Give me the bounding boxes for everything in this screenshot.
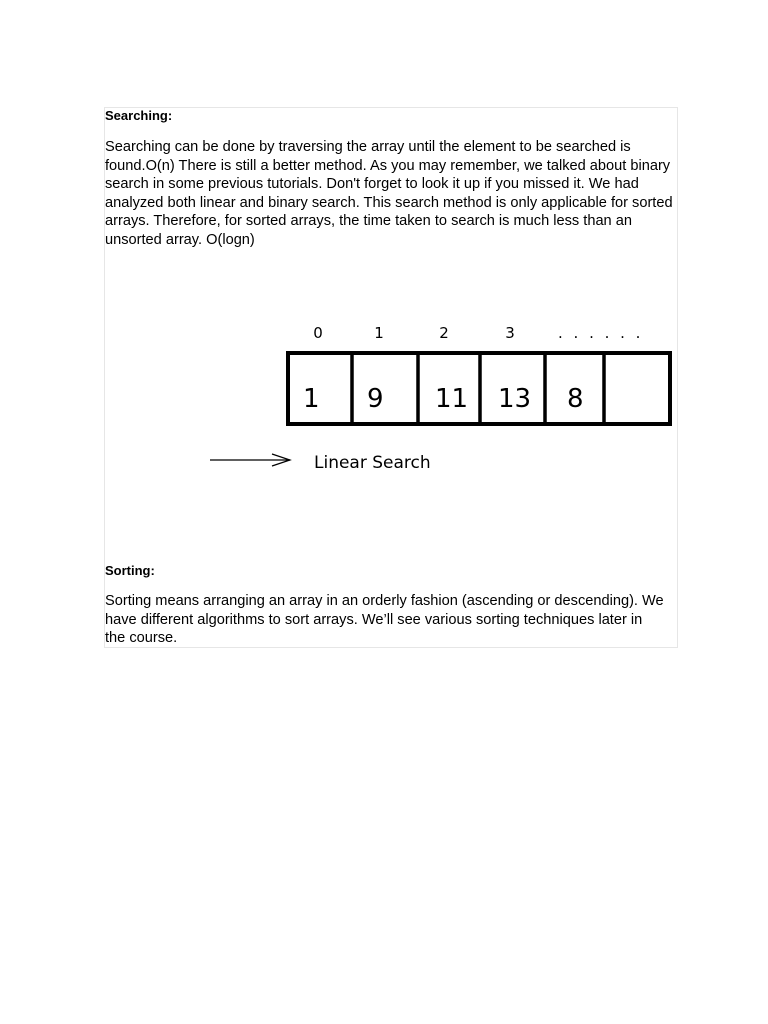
- arrow-label: Linear Search: [314, 453, 431, 473]
- index-label: 0: [313, 324, 323, 342]
- sorting-paragraph: Sorting means arranging an array in an orderly fashion (ascending or descending). We have different algorithms to sort arrays. We’ll see various sorting techniques later in the course.: [105, 593, 664, 647]
- cell-value: 11: [435, 384, 469, 414]
- sorting-heading: Sorting:: [105, 563, 155, 578]
- cell-value: 9: [367, 384, 384, 414]
- index-ellipsis: . . . . . .: [558, 324, 644, 342]
- index-label: 2: [439, 324, 449, 342]
- index-label: 3: [505, 324, 515, 342]
- cell-value: 13: [498, 384, 532, 414]
- index-label: 1: [374, 324, 384, 342]
- cell-value: 1: [303, 384, 320, 414]
- array-diagram: [200, 318, 680, 478]
- cell-value: 8: [567, 384, 584, 414]
- searching-heading: Searching:: [105, 108, 173, 123]
- searching-paragraph: Searching can be done by traversing the array until the element to be searched is found.O(n) There is still a better method. As you may remember, we talked about binary search in some previous tutorials. Don't forget to look it up if you missed it. We had analyzed both linear and binary search. This search method is only applicable for sorted arrays. Therefore, for sorted arrays, the time taken to search is much less than an unsorted array. O(logn): [105, 139, 673, 248]
